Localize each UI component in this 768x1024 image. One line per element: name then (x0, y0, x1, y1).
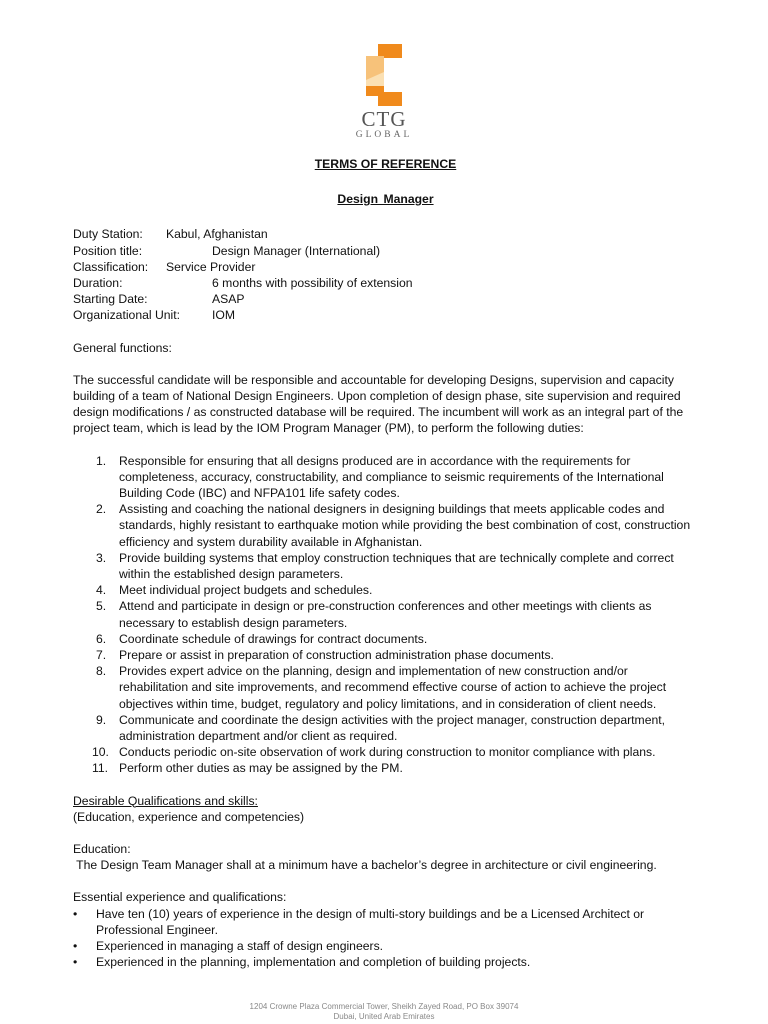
duty-text: Communicate and coordinate the design activities with the project manager, construction department, administration department and/or client as required. (119, 712, 666, 743)
duties-list (73, 453, 698, 777)
field-label: Classification: (73, 259, 149, 274)
document-title: TERMS OF REFERENCE (314, 157, 457, 171)
duty-number: 3. (96, 550, 107, 565)
education-text: The Design Team Manager shall at a minimum have a bachelor’s degree in architecture or civil engineering. (73, 858, 657, 873)
logo-subtitle: GLOBAL (355, 130, 413, 140)
bullet-icon: • (73, 955, 78, 970)
field-organizational-unit (73, 307, 698, 323)
duty-text: Attend and participate in design or pre-construction conferences and other meetings with clients as necessary to establish design parameters. (119, 599, 652, 630)
duty-number: 4. (96, 583, 107, 598)
field-classification (73, 259, 698, 275)
duty-number: 11. (92, 761, 109, 776)
duty-number: 7. (96, 647, 107, 662)
field-starting-date (73, 291, 698, 307)
document-body (73, 156, 698, 970)
page-footer (0, 1002, 768, 1022)
duty-text: Meet individual project budgets and schedules. (119, 583, 373, 598)
education-heading: Education: (73, 842, 131, 857)
duty-number: 10. (92, 745, 109, 760)
field-value: Design Manager (International) (212, 243, 381, 258)
duty-text: Coordinate schedule of drawings for contract documents. (119, 631, 428, 646)
experience-item (73, 906, 698, 938)
duty-item (73, 453, 698, 502)
ctg-logo-mark (366, 44, 402, 106)
duty-item (73, 631, 698, 647)
duty-number: 5. (96, 599, 107, 614)
duty-text: Conducts periodic on-site observation of work during construction to monitor compliance with plans. (119, 745, 656, 760)
field-value: 6 months with possibility of extension (212, 275, 413, 290)
field-label: Duty Station: (73, 227, 143, 242)
duty-number: 6. (96, 631, 107, 646)
general-functions-heading: General functions: (73, 340, 172, 355)
footer-address-line-2: Dubai, United Arab Emirates (333, 1012, 435, 1021)
duty-item (73, 501, 698, 550)
experience-list (73, 906, 698, 971)
footer-address-line-1: 1204 Crowne Plaza Commercial Tower, Sheikh Zayed Road, PO Box 39074 (249, 1002, 519, 1011)
duty-text: Prepare or assist in preparation of construction administration phase documents. (119, 647, 554, 662)
experience-text: Have ten (10) years of experience in the design of multi-story buildings and be a Licensed Architect or Professional Engineer. (96, 906, 645, 937)
duty-text: Provide building systems that employ construction techniques that are technically complete and correct within the established design parameters. (119, 550, 674, 581)
qualifications-subheading: (Education, experience and competencies) (73, 809, 305, 824)
experience-heading: Essential experience and qualifications: (73, 890, 287, 905)
position-details (73, 226, 698, 323)
experience-text: Experienced in managing a staff of design engineers. (96, 939, 384, 954)
logo-name: CTG (361, 107, 407, 131)
ctg-global-logo (0, 44, 768, 141)
duty-number: 8. (96, 664, 107, 679)
duty-number: 1. (96, 453, 107, 468)
field-label: Duration: (73, 275, 123, 290)
bullet-icon: • (73, 939, 78, 954)
field-value: IOM (212, 308, 236, 323)
bullet-icon: • (73, 906, 78, 921)
position-subtitle: Design Manager (337, 192, 434, 207)
experience-item (73, 938, 698, 954)
field-value: ASAP (212, 292, 245, 307)
duty-item (73, 712, 698, 744)
intro-paragraph: The successful candidate will be responsible and accountable for developing Designs, supervision and capacity building of a team of National Design Engineers. Upon completion of design phase, site supervision and required design modifications / as constructed database will be required. The incumbent will work as an integral part of the project team, which is lead by the IOM Program Manager (PM), to perform the following duties: (73, 372, 684, 436)
duty-item (73, 663, 698, 712)
duty-text: Assisting and coaching the national designers in designing buildings that meets applicable codes and standards, highly resistant to earthquake motion while providing the best combination of cost, construction efficiency and system durability available in Afghanistan. (119, 502, 691, 549)
duty-item (73, 760, 698, 776)
field-value: Kabul, Afghanistan (166, 227, 268, 242)
duty-text: Perform other duties as may be assigned by the PM. (119, 761, 403, 776)
field-label: Starting Date: (73, 292, 148, 307)
field-label: Organizational Unit: (73, 308, 181, 323)
duty-number: 2. (96, 502, 107, 517)
field-position-title (73, 243, 698, 259)
field-duration (73, 275, 698, 291)
duty-item (73, 744, 698, 760)
field-duty-station (73, 226, 698, 242)
experience-item (73, 954, 698, 970)
experience-text: Experienced in the planning, implementation and completion of building projects. (96, 955, 531, 970)
duty-item (73, 598, 698, 630)
duty-item (73, 550, 698, 582)
duty-item (73, 647, 698, 663)
duty-text: Provides expert advice on the planning, design and implementation of new construction and/or rehabilitation and site improvements, and recommend effective course of action to achieve the project objectives within time, budget, regulatory and policy limitations, and in consideration of client needs. (119, 664, 667, 711)
field-label: Position title: (73, 243, 143, 258)
duty-item (73, 582, 698, 598)
duty-text: Responsible for ensuring that all designs produced are in accordance with the requirements for completeness, accuracy, constructability, and compliance to seismic requirements of the International Building Code (IBC) and NFPA101 life safety codes. (119, 453, 664, 500)
field-value: Service Provider (166, 259, 256, 274)
duty-number: 9. (96, 712, 107, 727)
qualifications-heading: Desirable Qualifications and skills: (73, 793, 258, 808)
